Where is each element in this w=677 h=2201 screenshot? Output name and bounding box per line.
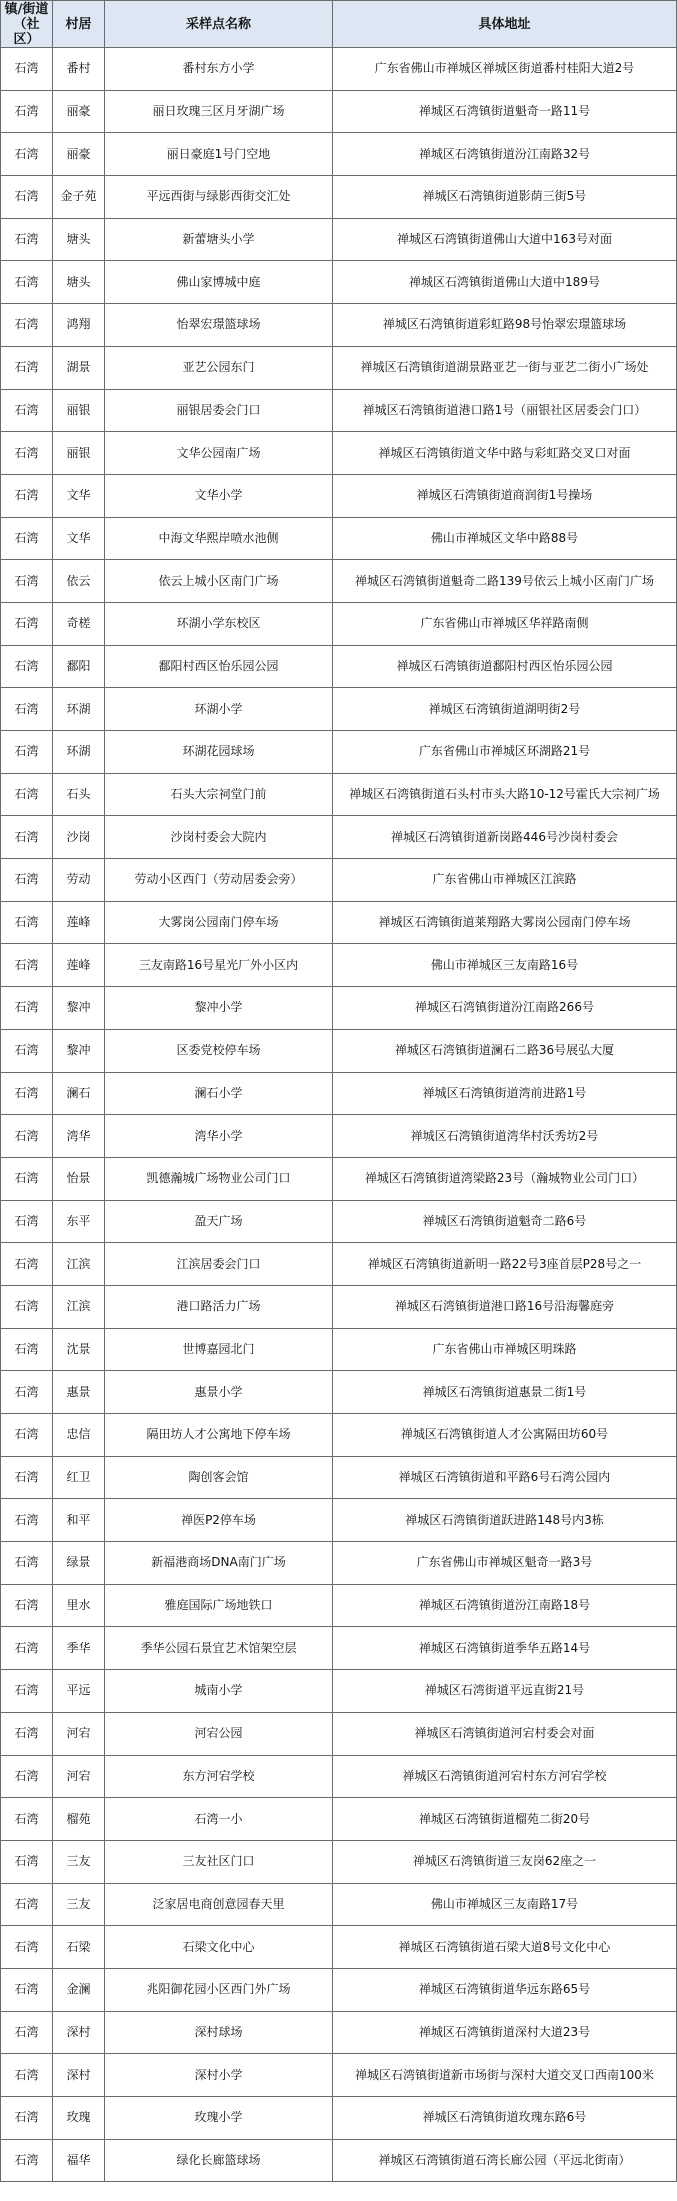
table-row: [1, 645, 677, 688]
cell-village: 湖景: [53, 346, 105, 389]
cell-address: 禅城区石湾镇街道汾江南路18号: [333, 1584, 677, 1627]
cell-address: 禅城区石湾镇街道石湾长廊公园（平远北街南）: [333, 2139, 677, 2182]
cell-village: 澜石: [53, 1072, 105, 1115]
table-row: [1, 1840, 677, 1883]
cell-village: 黎冲: [53, 1029, 105, 1072]
table-row: [1, 2139, 677, 2182]
table-row: [1, 218, 677, 261]
table-row: [1, 688, 677, 731]
cell-address: 禅城区石湾镇街道佛山大道中189号: [333, 261, 677, 304]
cell-address: 禅城区石湾镇街道三友岗62座之一: [333, 1840, 677, 1883]
table-row: [1, 1499, 677, 1542]
cell-site-name: 凯德瀚城广场物业公司门口: [105, 1157, 333, 1200]
cell-village: 江滨: [53, 1243, 105, 1286]
cell-address: 禅城区石湾镇街道湾前进路1号: [333, 1072, 677, 1115]
cell-town: 石湾: [1, 90, 53, 133]
cell-address: 禅城区石湾镇街道汾江南路266号: [333, 987, 677, 1030]
cell-town: 石湾: [1, 1157, 53, 1200]
cell-village: 金子苑: [53, 176, 105, 219]
cell-address: 禅城区石湾镇街道商润街1号操场: [333, 474, 677, 517]
cell-town: 石湾: [1, 389, 53, 432]
cell-town: 石湾: [1, 346, 53, 389]
cell-site-name: 深村小学: [105, 2054, 333, 2097]
cell-site-name: 石湾一小: [105, 1798, 333, 1841]
cell-address: 禅城区石湾镇街道鄱阳村西区怡乐园公园: [333, 645, 677, 688]
cell-village: 深村: [53, 2011, 105, 2054]
cell-site-name: 陶创客会馆: [105, 1456, 333, 1499]
cell-address: 禅城区石湾镇街道文华中路与彩虹路交叉口对面: [333, 432, 677, 475]
cell-town: 石湾: [1, 731, 53, 774]
cell-village: 劳动: [53, 859, 105, 902]
cell-site-name: 中海文华熙岸喷水池侧: [105, 517, 333, 560]
cell-address: 禅城区石湾镇街道河宕村东方河宕学校: [333, 1755, 677, 1798]
cell-village: 湾华: [53, 1115, 105, 1158]
cell-village: 忠信: [53, 1414, 105, 1457]
cell-village: 石梁: [53, 1926, 105, 1969]
header-address: 具体地址: [333, 1, 677, 48]
table-row: [1, 1371, 677, 1414]
cell-town: 石湾: [1, 1371, 53, 1414]
cell-address: 禅城区石湾镇街道佛山大道中163号对面: [333, 218, 677, 261]
cell-town: 石湾: [1, 1072, 53, 1115]
cell-village: 丽银: [53, 432, 105, 475]
cell-address: 禅城区石湾镇街道新岗路446号沙岗村委会: [333, 816, 677, 859]
table-row: [1, 1627, 677, 1670]
table-row: [1, 602, 677, 645]
table-row: [1, 1883, 677, 1926]
cell-site-name: 三友社区门口: [105, 1840, 333, 1883]
table-row: [1, 1072, 677, 1115]
cell-town: 石湾: [1, 1627, 53, 1670]
cell-address: 禅城区石湾镇街道石梁大道8号文化中心: [333, 1926, 677, 1969]
table-row: [1, 1029, 677, 1072]
cell-town: 石湾: [1, 48, 53, 91]
table-row: [1, 1584, 677, 1627]
cell-town: 石湾: [1, 1285, 53, 1328]
cell-town: 石湾: [1, 859, 53, 902]
cell-village: 沈景: [53, 1328, 105, 1371]
cell-town: 石湾: [1, 517, 53, 560]
cell-address: 禅城区石湾镇街道莱翔路大雾岗公园南门停车场: [333, 901, 677, 944]
cell-village: 里水: [53, 1584, 105, 1627]
table-row: [1, 474, 677, 517]
table-row: [1, 389, 677, 432]
cell-address: 禅城区石湾镇街道季华五路14号: [333, 1627, 677, 1670]
cell-village: 鸿翔: [53, 304, 105, 347]
cell-village: 依云: [53, 560, 105, 603]
cell-address: 禅城区石湾镇街道惠景二街1号: [333, 1371, 677, 1414]
cell-address: 广东省佛山市禅城区禅城区街道番村桂阳大道2号: [333, 48, 677, 91]
cell-town: 石湾: [1, 133, 53, 176]
cell-site-name: 河宕公园: [105, 1712, 333, 1755]
cell-village: 金澜: [53, 1968, 105, 2011]
table-row: [1, 90, 677, 133]
table-row: [1, 1456, 677, 1499]
cell-site-name: 依云上城小区南门广场: [105, 560, 333, 603]
cell-address: 禅城区石湾镇街道港口路1号（丽银社区居委会门口）: [333, 389, 677, 432]
cell-town: 石湾: [1, 688, 53, 731]
cell-town: 石湾: [1, 1798, 53, 1841]
cell-site-name: 禅医P2停车场: [105, 1499, 333, 1542]
table-header-row: [1, 1, 677, 48]
table-row: [1, 944, 677, 987]
cell-village: 榴苑: [53, 1798, 105, 1841]
cell-site-name: 盈天广场: [105, 1200, 333, 1243]
table-row: [1, 1798, 677, 1841]
cell-town: 石湾: [1, 2139, 53, 2182]
cell-village: 东平: [53, 1200, 105, 1243]
cell-site-name: 怡翠宏璟篮球场: [105, 304, 333, 347]
cell-village: 江滨: [53, 1285, 105, 1328]
cell-address: 广东省佛山市禅城区江滨路: [333, 859, 677, 902]
cell-village: 鄱阳: [53, 645, 105, 688]
table-row: [1, 2054, 677, 2097]
table-row: [1, 901, 677, 944]
table-row: [1, 2011, 677, 2054]
table-row: [1, 1243, 677, 1286]
cell-site-name: 丽日玫瑰三区月牙湖广场: [105, 90, 333, 133]
cell-town: 石湾: [1, 1414, 53, 1457]
cell-address: 禅城区石湾镇街道深村大道23号: [333, 2011, 677, 2054]
cell-site-name: 区委党校停车场: [105, 1029, 333, 1072]
cell-address: 禅城区石湾镇街道人才公寓隔田坊60号: [333, 1414, 677, 1457]
table-row: [1, 346, 677, 389]
table-row: [1, 773, 677, 816]
cell-site-name: 番村东方小学: [105, 48, 333, 91]
cell-address: 广东省佛山市禅城区华祥路南侧: [333, 602, 677, 645]
cell-address: 佛山市禅城区文华中路88号: [333, 517, 677, 560]
table-row: [1, 1414, 677, 1457]
cell-town: 石湾: [1, 1200, 53, 1243]
cell-town: 石湾: [1, 645, 53, 688]
table-row: [1, 731, 677, 774]
table-row: [1, 2097, 677, 2140]
cell-town: 石湾: [1, 1968, 53, 2011]
table-row: [1, 1670, 677, 1713]
cell-site-name: 石头大宗祠堂门前: [105, 773, 333, 816]
cell-site-name: 丽日豪庭1号门空地: [105, 133, 333, 176]
cell-site-name: 黎冲小学: [105, 987, 333, 1030]
cell-site-name: 三友南路16号星光厂外小区内: [105, 944, 333, 987]
table-row: [1, 560, 677, 603]
cell-town: 石湾: [1, 1115, 53, 1158]
cell-site-name: 环湖小学东校区: [105, 602, 333, 645]
cell-address: 禅城区石湾镇街道湾梁路23号（瀚城物业公司门口）: [333, 1157, 677, 1200]
cell-address: 禅城区石湾镇街道魁奇二路6号: [333, 1200, 677, 1243]
cell-village: 环湖: [53, 688, 105, 731]
cell-site-name: 新蕾塘头小学: [105, 218, 333, 261]
cell-village: 莲峰: [53, 901, 105, 944]
cell-address: 禅城区石湾镇街道湖景路亚艺一街与亚艺二街小广场处: [333, 346, 677, 389]
cell-town: 石湾: [1, 1542, 53, 1585]
cell-town: 石湾: [1, 944, 53, 987]
cell-address: 禅城区石湾镇街道魁奇二路139号依云上城小区南门广场: [333, 560, 677, 603]
cell-town: 石湾: [1, 602, 53, 645]
cell-town: 石湾: [1, 901, 53, 944]
cell-address: 佛山市禅城区三友南路17号: [333, 1883, 677, 1926]
cell-site-name: 江滨居委会门口: [105, 1243, 333, 1286]
cell-address: 禅城区石湾镇街道新市场街与深村大道交叉口西南100米: [333, 2054, 677, 2097]
cell-town: 石湾: [1, 560, 53, 603]
cell-town: 石湾: [1, 304, 53, 347]
cell-village: 三友: [53, 1883, 105, 1926]
table-row: [1, 432, 677, 475]
cell-site-name: 佛山家博城中庭: [105, 261, 333, 304]
cell-site-name: 劳动小区西门（劳动居委会旁）: [105, 859, 333, 902]
table-row: [1, 1200, 677, 1243]
cell-town: 石湾: [1, 773, 53, 816]
table-row: [1, 1542, 677, 1585]
cell-address: 禅城区石湾街道平远直街21号: [333, 1670, 677, 1713]
table-row: [1, 261, 677, 304]
cell-site-name: 环湖花园球场: [105, 731, 333, 774]
cell-site-name: 隔田坊人才公寓地下停车场: [105, 1414, 333, 1457]
cell-address: 广东省佛山市禅城区魁奇一路3号: [333, 1542, 677, 1585]
cell-village: 玫瑰: [53, 2097, 105, 2140]
cell-village: 丽银: [53, 389, 105, 432]
cell-site-name: 亚艺公园东门: [105, 346, 333, 389]
cell-town: 石湾: [1, 218, 53, 261]
cell-address: 广东省佛山市禅城区环湖路21号: [333, 731, 677, 774]
cell-site-name: 兆阳御花园小区西门外广场: [105, 1968, 333, 2011]
table-row: [1, 176, 677, 219]
cell-village: 奇槎: [53, 602, 105, 645]
cell-address: 禅城区石湾镇街道影荫三街5号: [333, 176, 677, 219]
cell-village: 丽豪: [53, 133, 105, 176]
cell-site-name: 玫瑰小学: [105, 2097, 333, 2140]
table-body: [1, 48, 677, 2182]
table-row: [1, 48, 677, 91]
cell-site-name: 文华公园南广场: [105, 432, 333, 475]
cell-village: 黎冲: [53, 987, 105, 1030]
cell-address: 禅城区石湾镇街道跃进路148号内3栋: [333, 1499, 677, 1542]
cell-town: 石湾: [1, 1755, 53, 1798]
table-row: [1, 1115, 677, 1158]
cell-town: 石湾: [1, 987, 53, 1030]
cell-address: 禅城区石湾镇街道河宕村委会对面: [333, 1712, 677, 1755]
cell-town: 石湾: [1, 816, 53, 859]
table-row: [1, 304, 677, 347]
table-row: [1, 1755, 677, 1798]
cell-town: 石湾: [1, 1456, 53, 1499]
cell-address: 禅城区石湾镇街道和平路6号石湾公园内: [333, 1456, 677, 1499]
cell-site-name: 澜石小学: [105, 1072, 333, 1115]
cell-town: 石湾: [1, 2097, 53, 2140]
table-row: [1, 859, 677, 902]
cell-village: 环湖: [53, 731, 105, 774]
cell-site-name: 世博嘉园北门: [105, 1328, 333, 1371]
cell-town: 石湾: [1, 1499, 53, 1542]
cell-village: 河宕: [53, 1755, 105, 1798]
cell-town: 石湾: [1, 432, 53, 475]
cell-site-name: 惠景小学: [105, 1371, 333, 1414]
cell-village: 深村: [53, 2054, 105, 2097]
cell-address: 禅城区石湾镇街道港口路16号沿海馨庭旁: [333, 1285, 677, 1328]
cell-address: 佛山市禅城区三友南路16号: [333, 944, 677, 987]
cell-town: 石湾: [1, 261, 53, 304]
cell-village: 福华: [53, 2139, 105, 2182]
cell-town: 石湾: [1, 474, 53, 517]
cell-village: 怡景: [53, 1157, 105, 1200]
cell-village: 沙岗: [53, 816, 105, 859]
header-village: 村居: [53, 1, 105, 48]
cell-address: 禅城区石湾镇街道魁奇一路11号: [333, 90, 677, 133]
table-row: [1, 1968, 677, 2011]
cell-site-name: 绿化长廊篮球场: [105, 2139, 333, 2182]
cell-site-name: 季华公园石景宜艺术馆架空层: [105, 1627, 333, 1670]
cell-town: 石湾: [1, 1670, 53, 1713]
cell-town: 石湾: [1, 1584, 53, 1627]
cell-site-name: 新福港商场DNA南门广场: [105, 1542, 333, 1585]
cell-site-name: 港口路活力广场: [105, 1285, 333, 1328]
header-site-name: 采样点名称: [105, 1, 333, 48]
cell-village: 文华: [53, 517, 105, 560]
cell-town: 石湾: [1, 1029, 53, 1072]
cell-village: 红卫: [53, 1456, 105, 1499]
cell-town: 石湾: [1, 1883, 53, 1926]
cell-village: 石头: [53, 773, 105, 816]
cell-town: 石湾: [1, 1840, 53, 1883]
cell-village: 和平: [53, 1499, 105, 1542]
cell-town: 石湾: [1, 1926, 53, 1969]
cell-town: 石湾: [1, 176, 53, 219]
cell-village: 塘头: [53, 218, 105, 261]
cell-address: 禅城区石湾镇街道榴苑二街20号: [333, 1798, 677, 1841]
cell-village: 三友: [53, 1840, 105, 1883]
cell-site-name: 东方河宕学校: [105, 1755, 333, 1798]
cell-address: 禅城区石湾镇街道汾江南路32号: [333, 133, 677, 176]
cell-address: 禅城区石湾镇街道湖明街2号: [333, 688, 677, 731]
cell-site-name: 平远西街与绿影西街交汇处: [105, 176, 333, 219]
table-row: [1, 1157, 677, 1200]
cell-site-name: 泛家居电商创意园春天里: [105, 1883, 333, 1926]
cell-town: 石湾: [1, 1328, 53, 1371]
cell-address: 禅城区石湾镇街道湾华村沃秀坊2号: [333, 1115, 677, 1158]
table-row: [1, 987, 677, 1030]
cell-address: 禅城区石湾镇街道彩虹路98号怡翠宏璟篮球场: [333, 304, 677, 347]
cell-site-name: 雅庭国际广场地铁口: [105, 1584, 333, 1627]
cell-village: 季华: [53, 1627, 105, 1670]
cell-village: 惠景: [53, 1371, 105, 1414]
table-row: [1, 1926, 677, 1969]
cell-town: 石湾: [1, 1712, 53, 1755]
cell-site-name: 沙岗村委会大院内: [105, 816, 333, 859]
cell-site-name: 环湖小学: [105, 688, 333, 731]
cell-site-name: 湾华小学: [105, 1115, 333, 1158]
cell-village: 文华: [53, 474, 105, 517]
cell-site-name: 大雾岗公园南门停车场: [105, 901, 333, 944]
cell-village: 丽豪: [53, 90, 105, 133]
cell-village: 番村: [53, 48, 105, 91]
cell-address: 禅城区石湾镇街道玫瑰东路6号: [333, 2097, 677, 2140]
table-row: [1, 1712, 677, 1755]
table-row: [1, 1285, 677, 1328]
cell-site-name: 深村球场: [105, 2011, 333, 2054]
cell-site-name: 文华小学: [105, 474, 333, 517]
cell-address: 禅城区石湾镇街道澜石二路36号展弘大厦: [333, 1029, 677, 1072]
cell-site-name: 城南小学: [105, 1670, 333, 1713]
cell-town: 石湾: [1, 2054, 53, 2097]
table-row: [1, 517, 677, 560]
cell-village: 绿景: [53, 1542, 105, 1585]
cell-address: 禅城区石湾镇街道新明一路22号3座首层P28号之一: [333, 1243, 677, 1286]
cell-address: 广东省佛山市禅城区明珠路: [333, 1328, 677, 1371]
table-row: [1, 1328, 677, 1371]
cell-village: 平远: [53, 1670, 105, 1713]
cell-village: 塘头: [53, 261, 105, 304]
header-town: 镇/街道（社区）: [1, 1, 53, 48]
cell-site-name: 石梁文化中心: [105, 1926, 333, 1969]
cell-site-name: 鄱阳村西区怡乐园公园: [105, 645, 333, 688]
cell-address: 禅城区石湾镇街道华远东路65号: [333, 1968, 677, 2011]
cell-town: 石湾: [1, 1243, 53, 1286]
cell-village: 河宕: [53, 1712, 105, 1755]
cell-site-name: 丽银居委会门口: [105, 389, 333, 432]
table-row: [1, 816, 677, 859]
cell-town: 石湾: [1, 2011, 53, 2054]
cell-village: 莲峰: [53, 944, 105, 987]
cell-address: 禅城区石湾镇街道石头村市头大路10-12号霍氏大宗祠广场: [333, 773, 677, 816]
table-row: [1, 133, 677, 176]
